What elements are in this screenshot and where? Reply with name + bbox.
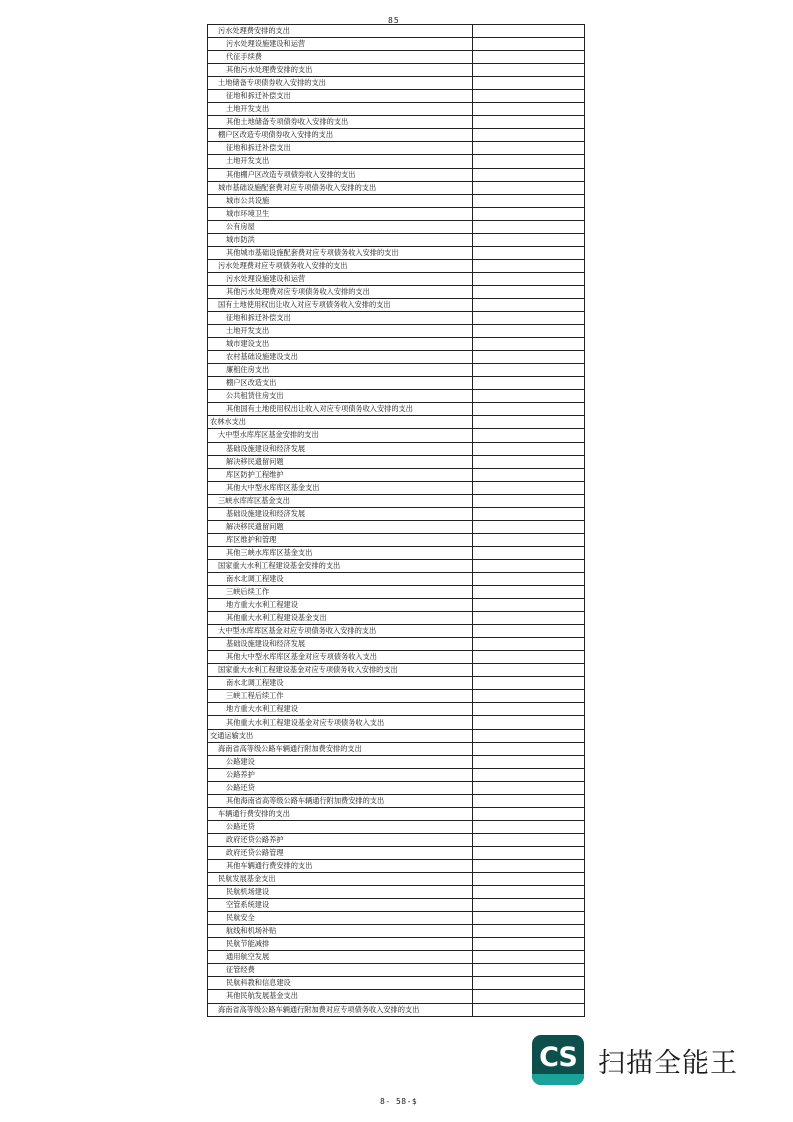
row-label: 航线和机场补贴	[208, 925, 473, 938]
budget-table-body	[208, 25, 585, 1017]
row-value	[473, 403, 585, 416]
row-value	[473, 638, 585, 651]
camscanner-watermark	[532, 1035, 738, 1085]
row-label: 解决移民遗留问题	[208, 455, 473, 468]
row-label: 国家重大水利工程建设基金对应专项债务收入安排的支出	[208, 664, 473, 677]
table-row	[208, 768, 585, 781]
row-value	[473, 468, 585, 481]
table-row	[208, 312, 585, 325]
row-value	[473, 520, 585, 533]
table-row	[208, 742, 585, 755]
page-number-mark: 8- 58-$	[380, 1097, 418, 1106]
row-value	[473, 846, 585, 859]
table-row	[208, 925, 585, 938]
table-row	[208, 846, 585, 859]
row-label: 民航节能减排	[208, 938, 473, 951]
row-label: 交通运输支出	[208, 729, 473, 742]
row-value	[473, 351, 585, 364]
row-label: 海南省高等级公路车辆通行附加费对应专项债务收入安排的支出	[208, 1003, 473, 1016]
table-row	[208, 246, 585, 259]
row-label: 污水处理设施建设和运营	[208, 38, 473, 51]
row-label: 城市防洪	[208, 233, 473, 246]
row-label: 其他重大水利工程建设基金支出	[208, 612, 473, 625]
table-row	[208, 233, 585, 246]
row-value	[473, 899, 585, 912]
row-value	[473, 155, 585, 168]
row-label: 三峡水库库区基金支出	[208, 494, 473, 507]
row-value	[473, 625, 585, 638]
row-value	[473, 246, 585, 259]
table-row	[208, 755, 585, 768]
row-label: 大中型水库库区基金安排的支出	[208, 429, 473, 442]
table-row	[208, 873, 585, 886]
row-value	[473, 194, 585, 207]
table-row	[208, 207, 585, 220]
table-row	[208, 612, 585, 625]
table-row	[208, 298, 585, 311]
row-label: 基础设施建设和经济发展	[208, 638, 473, 651]
table-row	[208, 351, 585, 364]
table-row	[208, 964, 585, 977]
table-row	[208, 77, 585, 90]
row-label: 库区维护和管理	[208, 533, 473, 546]
row-value	[473, 599, 585, 612]
row-label: 公路还贷	[208, 820, 473, 833]
table-row	[208, 781, 585, 794]
row-value	[473, 807, 585, 820]
table-row	[208, 703, 585, 716]
row-value	[473, 77, 585, 90]
table-row	[208, 807, 585, 820]
row-value	[473, 977, 585, 990]
row-value	[473, 442, 585, 455]
row-value	[473, 572, 585, 585]
watermark-text: 扫描全能王	[598, 1047, 738, 1079]
row-label: 国家重大水利工程建设基金安排的支出	[208, 559, 473, 572]
table-row	[208, 912, 585, 925]
table-row	[208, 116, 585, 129]
row-label: 征地和拆迁补偿支出	[208, 90, 473, 103]
table-row	[208, 951, 585, 964]
table-row	[208, 938, 585, 951]
row-value	[473, 338, 585, 351]
row-value	[473, 559, 585, 572]
row-label: 征地和拆迁补偿支出	[208, 142, 473, 155]
table-row	[208, 559, 585, 572]
row-label: 三峡工程后续工作	[208, 690, 473, 703]
row-value	[473, 768, 585, 781]
table-row	[208, 338, 585, 351]
row-label: 其他大中型水库库区基金支出	[208, 481, 473, 494]
table-row	[208, 390, 585, 403]
row-value	[473, 533, 585, 546]
table-row	[208, 129, 585, 142]
row-label: 农林水支出	[208, 416, 473, 429]
table-row	[208, 586, 585, 599]
row-label: 海南省高等级公路车辆通行附加费安排的支出	[208, 742, 473, 755]
row-value	[473, 103, 585, 116]
logo-badge-text: CS	[539, 1041, 577, 1073]
row-value	[473, 259, 585, 272]
row-value	[473, 64, 585, 77]
row-value	[473, 377, 585, 390]
table-row	[208, 977, 585, 990]
table-row	[208, 494, 585, 507]
row-value	[473, 820, 585, 833]
row-label: 地方重大水利工程建设	[208, 703, 473, 716]
table-row	[208, 716, 585, 729]
row-value	[473, 325, 585, 338]
row-value	[473, 90, 585, 103]
row-value	[473, 755, 585, 768]
row-value	[473, 703, 585, 716]
row-label: 公路建设	[208, 755, 473, 768]
row-label: 公有房屋	[208, 220, 473, 233]
row-label: 政府还贷公路管理	[208, 846, 473, 859]
row-label: 城市公共设施	[208, 194, 473, 207]
row-label: 棚户区改造支出	[208, 377, 473, 390]
row-label: 土地开发支出	[208, 103, 473, 116]
row-label: 南水北调工程建设	[208, 677, 473, 690]
row-label: 公路还贷	[208, 781, 473, 794]
row-value	[473, 925, 585, 938]
table-row	[208, 899, 585, 912]
row-value	[473, 716, 585, 729]
row-label: 三峡后续工作	[208, 586, 473, 599]
row-label: 国有土地使用权出让收入对应专项债务收入安排的支出	[208, 298, 473, 311]
row-label: 农村基础设施建设支出	[208, 351, 473, 364]
row-label: 民航发展基金支出	[208, 873, 473, 886]
logo-stripe	[532, 1074, 584, 1085]
row-label: 其他重大水利工程建设基金对应专项债务收入支出	[208, 716, 473, 729]
table-row	[208, 142, 585, 155]
row-value	[473, 181, 585, 194]
row-value	[473, 507, 585, 520]
row-value	[473, 38, 585, 51]
row-label: 其他国有土地使用权出让收入对应专项债务收入安排的支出	[208, 403, 473, 416]
table-row	[208, 455, 585, 468]
table-row	[208, 155, 585, 168]
row-label: 基础设施建设和经济发展	[208, 442, 473, 455]
row-label: 征地和拆迁补偿支出	[208, 312, 473, 325]
row-label: 空管系统建设	[208, 899, 473, 912]
table-row	[208, 168, 585, 181]
row-label: 代征手续费	[208, 51, 473, 64]
row-value	[473, 51, 585, 64]
row-label: 城市环境卫生	[208, 207, 473, 220]
table-row	[208, 664, 585, 677]
table-row	[208, 599, 585, 612]
row-value	[473, 390, 585, 403]
table-row	[208, 468, 585, 481]
table-row	[208, 1003, 585, 1016]
table-row	[208, 429, 585, 442]
row-label: 基础设施建设和经济发展	[208, 507, 473, 520]
row-value	[473, 690, 585, 703]
row-value	[473, 938, 585, 951]
table-row	[208, 194, 585, 207]
table-row	[208, 520, 585, 533]
row-value	[473, 233, 585, 246]
row-value	[473, 729, 585, 742]
row-value	[473, 416, 585, 429]
row-label: 土地开发支出	[208, 155, 473, 168]
row-label: 污水处理设施建设和运营	[208, 272, 473, 285]
row-value	[473, 481, 585, 494]
row-value	[473, 285, 585, 298]
table-row	[208, 533, 585, 546]
row-value	[473, 364, 585, 377]
table-row	[208, 481, 585, 494]
row-label: 其他土地储备专项债券收入安排的支出	[208, 116, 473, 129]
table-row	[208, 886, 585, 899]
row-label: 征管经费	[208, 964, 473, 977]
camscanner-logo-icon	[532, 1035, 584, 1085]
row-value	[473, 207, 585, 220]
table-row	[208, 860, 585, 873]
row-value	[473, 794, 585, 807]
row-label: 地方重大水利工程建设	[208, 599, 473, 612]
table-row	[208, 272, 585, 285]
row-label: 公共租赁住房支出	[208, 390, 473, 403]
row-value	[473, 116, 585, 129]
row-label: 污水处理费安排的支出	[208, 25, 473, 38]
row-value	[473, 429, 585, 442]
row-value	[473, 494, 585, 507]
row-label: 民航科教和信息建设	[208, 977, 473, 990]
row-label: 其他棚户区改造专项债券收入安排的支出	[208, 168, 473, 181]
row-label: 城市建设支出	[208, 338, 473, 351]
table-row	[208, 820, 585, 833]
row-value	[473, 860, 585, 873]
table-row	[208, 364, 585, 377]
row-value	[473, 873, 585, 886]
table-row	[208, 325, 585, 338]
row-label: 污水处理费对应专项债务收入安排的支出	[208, 259, 473, 272]
table-row	[208, 38, 585, 51]
row-value	[473, 1003, 585, 1016]
row-label: 土地开发支出	[208, 325, 473, 338]
table-row	[208, 794, 585, 807]
row-label: 城市基础设施配套费对应专项债务收入安排的支出	[208, 181, 473, 194]
table-row	[208, 220, 585, 233]
row-value	[473, 612, 585, 625]
row-value	[473, 129, 585, 142]
row-value	[473, 951, 585, 964]
table-row	[208, 442, 585, 455]
table-row	[208, 25, 585, 38]
table-row	[208, 403, 585, 416]
row-label: 其他民航发展基金支出	[208, 990, 473, 1003]
row-value	[473, 964, 585, 977]
row-label: 公路养护	[208, 768, 473, 781]
row-value	[473, 220, 585, 233]
table-row	[208, 651, 585, 664]
row-value	[473, 886, 585, 899]
table-row	[208, 507, 585, 520]
row-label: 南水北调工程建设	[208, 572, 473, 585]
table-row	[208, 285, 585, 298]
table-row	[208, 677, 585, 690]
row-value	[473, 455, 585, 468]
row-label: 其他大中型水库库区基金对应专项债务收入支出	[208, 651, 473, 664]
table-row	[208, 990, 585, 1003]
table-row	[208, 690, 585, 703]
row-value	[473, 168, 585, 181]
table-row	[208, 546, 585, 559]
row-value	[473, 142, 585, 155]
row-label: 其他三峡水库库区基金支出	[208, 546, 473, 559]
row-label: 其他污水处理费对应专项债务收入安排的支出	[208, 285, 473, 298]
row-value	[473, 651, 585, 664]
row-label: 通用航空发展	[208, 951, 473, 964]
row-label: 解决移民遗留问题	[208, 520, 473, 533]
row-label: 土地储备专项债券收入安排的支出	[208, 77, 473, 90]
row-label: 库区防护工程维护	[208, 468, 473, 481]
table-row	[208, 64, 585, 77]
row-label: 民航安全	[208, 912, 473, 925]
table-row	[208, 572, 585, 585]
row-value	[473, 677, 585, 690]
row-value	[473, 990, 585, 1003]
row-value	[473, 781, 585, 794]
table-row	[208, 51, 585, 64]
table-row	[208, 259, 585, 272]
row-label: 棚户区改造专项债券收入安排的支出	[208, 129, 473, 142]
row-value	[473, 312, 585, 325]
row-label: 其他城市基础设施配套费对应专项债务收入安排的支出	[208, 246, 473, 259]
row-label: 其他海南省高等级公路车辆通行附加费安排的支出	[208, 794, 473, 807]
row-label: 其他车辆通行费安排的支出	[208, 860, 473, 873]
table-row	[208, 625, 585, 638]
row-value	[473, 272, 585, 285]
table-row	[208, 181, 585, 194]
row-label: 车辆通行费安排的支出	[208, 807, 473, 820]
table-row	[208, 377, 585, 390]
row-label: 其他污水处理费安排的支出	[208, 64, 473, 77]
table-row	[208, 90, 585, 103]
row-label: 大中型水库库区基金对应专项债务收入安排的支出	[208, 625, 473, 638]
table-row	[208, 638, 585, 651]
row-value	[473, 586, 585, 599]
table-row	[208, 103, 585, 116]
row-label: 政府还贷公路养护	[208, 833, 473, 846]
row-value	[473, 664, 585, 677]
budget-table	[207, 24, 585, 1017]
table-row	[208, 833, 585, 846]
row-value	[473, 298, 585, 311]
page-top-mark: 85	[388, 16, 400, 25]
table-row	[208, 729, 585, 742]
row-label: 廉租住房支出	[208, 364, 473, 377]
row-value	[473, 546, 585, 559]
row-value	[473, 25, 585, 38]
row-value	[473, 833, 585, 846]
row-value	[473, 912, 585, 925]
table-row	[208, 416, 585, 429]
row-label: 民航机场建设	[208, 886, 473, 899]
row-value	[473, 742, 585, 755]
